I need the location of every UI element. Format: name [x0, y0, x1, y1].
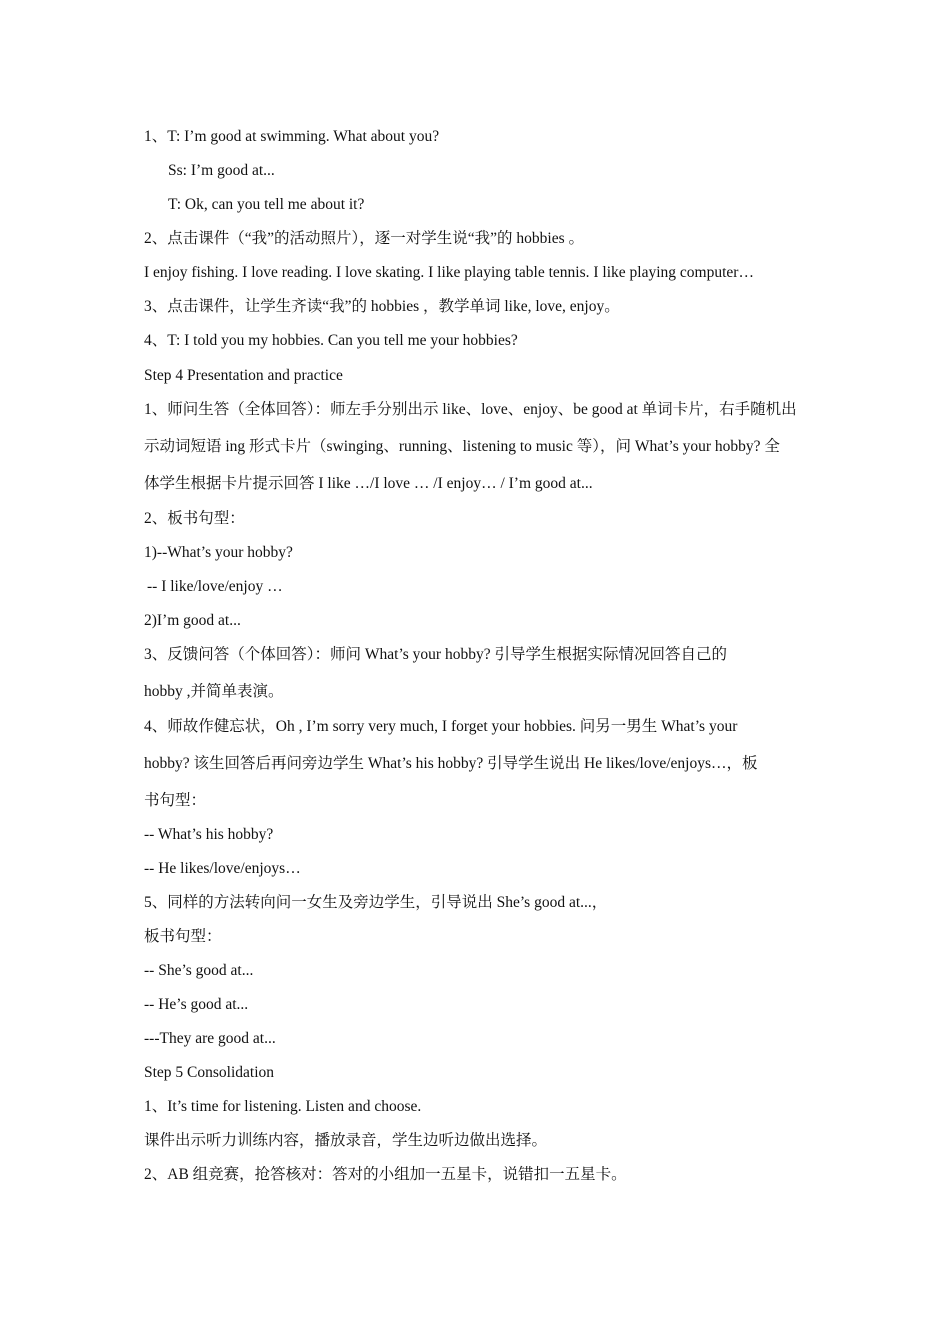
- text-line: -- He’s good at...: [144, 996, 249, 1013]
- text-line: 示动词短语 ing 形式卡片（swinging、running、listening to music 等），问 What’s your hobby? 全: [144, 438, 780, 455]
- text-line: 课件出示听力训练内容，播放录音，学生边听边做出选择。: [144, 1132, 548, 1149]
- text-line: 体学生根据卡片提示回答 I like …/I love … /I enjoy… / I’m good at...: [144, 475, 593, 492]
- section-heading: Step 4 Presentation and practice: [144, 367, 343, 384]
- text-line: -- She’s good at...: [144, 962, 254, 979]
- text-line: 1、师问生答（全体回答）：师左手分别出示 like、love、enjoy、be good at 单词卡片，右手随机出: [144, 401, 797, 418]
- text-line: 1、It’s time for listening. Listen and choose.: [144, 1098, 422, 1115]
- text-line: 2)I’m good at...: [144, 612, 241, 629]
- text-line: 3、点击课件，让学生齐读“我”的 hobbies ，教学单词 like, love, enjoy。: [144, 298, 620, 315]
- text-line: hobby? 该生回答后再问旁边学生 What’s his hobby? 引导学生说出 He likes/love/enjoys…，板: [144, 755, 758, 772]
- text-line: I enjoy fishing. I love reading. I love skating. I like playing table tennis. I like playing computer…: [144, 264, 754, 281]
- text-line: 1、T: I’m good at swimming. What about you?: [144, 128, 440, 145]
- text-line: 1)--What’s your hobby?: [144, 544, 293, 561]
- text-line: 4、师故作健忘状，Oh , I’m sorry very much, I forget your hobbies. 问另一男生 What’s your: [144, 718, 738, 735]
- text-line: ---They are good at...: [144, 1030, 276, 1047]
- text-line: Ss: I’m good at...: [168, 162, 275, 179]
- text-line: 板书句型：: [144, 928, 222, 945]
- text-line: -- What’s his hobby?: [144, 826, 274, 843]
- text-line: 书句型：: [144, 792, 207, 809]
- text-line: -- He likes/love/enjoys…: [144, 860, 301, 877]
- section-heading: Step 5 Consolidation: [144, 1064, 275, 1081]
- text-line: 3、反馈问答（个体回答）：师问 What’s your hobby? 引导学生根据实际情况回答自己的: [144, 646, 727, 663]
- text-line: 2、板书句型：: [144, 510, 245, 527]
- text-line: -- I like/love/enjoy …: [147, 578, 283, 595]
- text-line: hobby ,并简单表演。: [144, 683, 284, 700]
- text-line: 2、AB 组竞赛，抢答核对：答对的小组加一五星卡，说错扣一五星卡。: [144, 1166, 627, 1183]
- text-line: 5、同样的方法转向问一女生及旁边学生，引导说出 She’s good at...，: [144, 894, 608, 911]
- text-line: T: Ok, can you tell me about it?: [168, 196, 365, 213]
- text-line: 4、T: I told you my hobbies. Can you tell me your hobbies?: [144, 332, 518, 349]
- text-line: 2、点击课件（“我”的活动照片），逐一对学生说“我”的 hobbies 。: [144, 230, 584, 247]
